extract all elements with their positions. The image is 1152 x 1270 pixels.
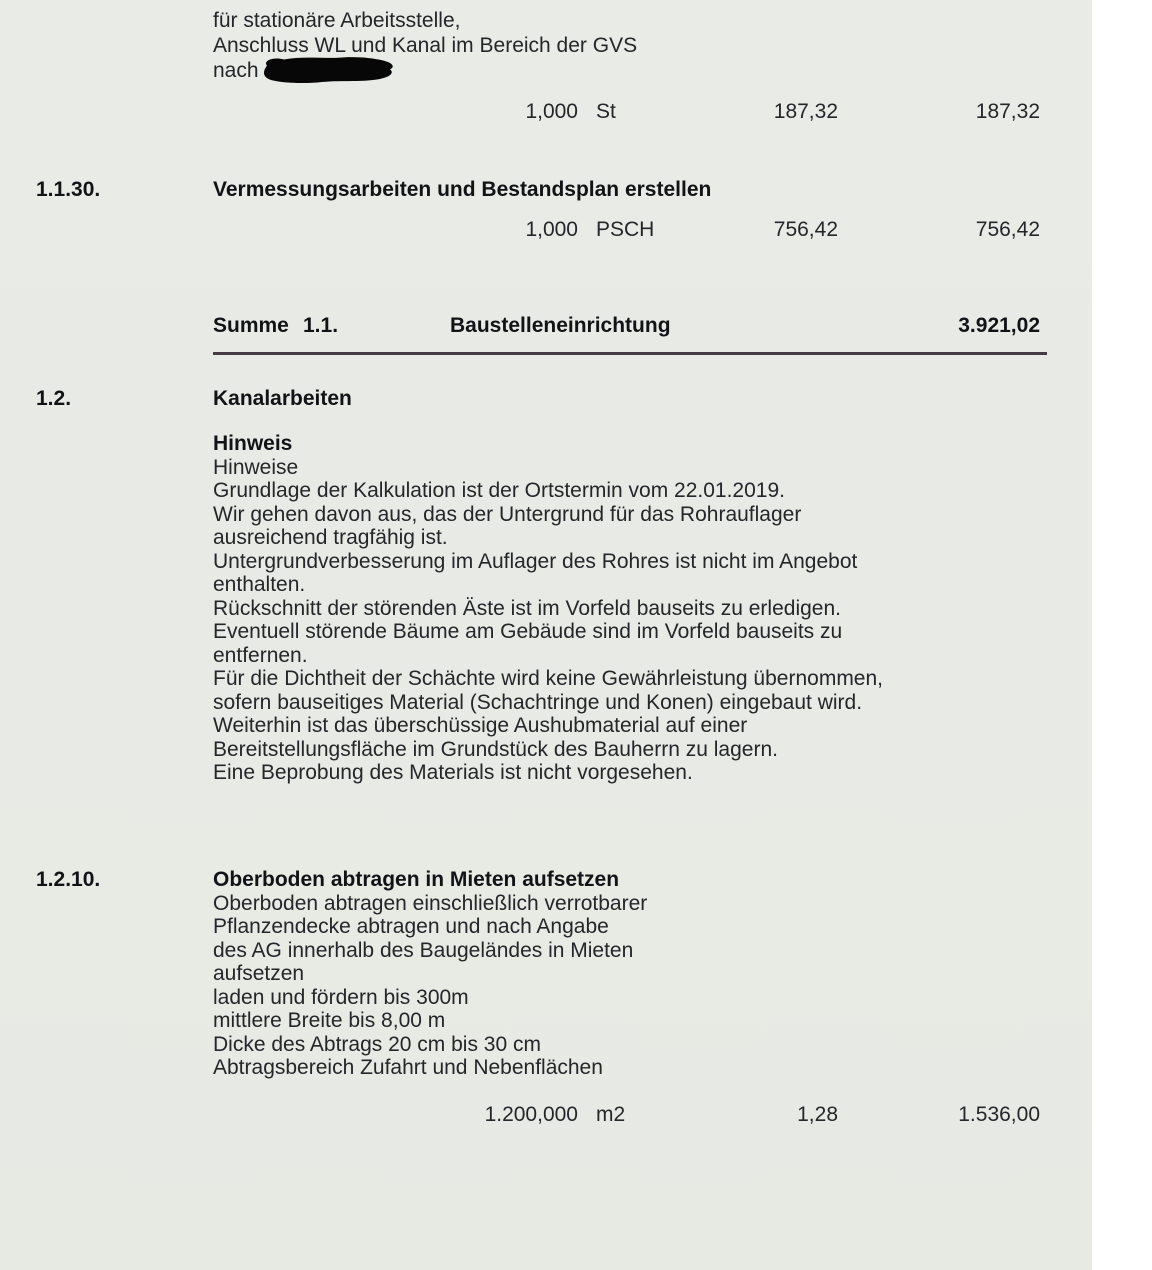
- total-value: 187,32: [975, 100, 1040, 123]
- item-1-2-10-block: [213, 868, 647, 1080]
- item-description-line: mittlere Breite bis 8,00 m: [213, 1009, 446, 1032]
- section-number: 1.2.: [36, 387, 72, 410]
- unit-value: St: [596, 100, 616, 123]
- hinweis-line: Bereitstellungsfläche im Grundstück des Bauherrn zu lagern.: [213, 737, 778, 761]
- hinweis-line: Eine Beprobung des Materials ist nicht vorgesehen.: [213, 761, 693, 784]
- redaction-mark: [260, 54, 395, 84]
- section-title: Kanalarbeiten: [213, 387, 352, 410]
- unit-price-value: 187,32: [773, 100, 838, 123]
- pricing-row: [0, 218, 1100, 244]
- sum-section-title: Baustelleneinrichtung: [450, 314, 671, 337]
- sum-row: [0, 314, 1100, 340]
- hinweis-heading: Hinweis: [213, 432, 293, 455]
- item-number: 1.2.10.: [36, 868, 101, 891]
- item-description-line: laden und fördern bis 300m: [213, 985, 469, 1009]
- total-value: 756,42: [975, 218, 1040, 241]
- hinweis-line: Grundlage der Kalkulation ist der Ortstermin vom 22.01.2019.: [213, 479, 785, 502]
- item-description-line: des AG innerhalb des Baugeländes in Mieten: [213, 938, 634, 962]
- hinweis-line: Hinweise: [213, 455, 299, 479]
- pricing-row: [0, 1103, 1100, 1129]
- scan-edge-strip: [1092, 0, 1152, 1270]
- item-title: Oberboden abtragen in Mieten aufsetzen: [213, 868, 620, 891]
- total-value: 1.536,00: [958, 1103, 1040, 1126]
- item-description-line: Oberboden abtragen einschließlich verrotbarer: [213, 891, 648, 915]
- intro-line: Anschluss WL und Kanal im Bereich der GVS: [213, 34, 638, 57]
- item-description-line: aufsetzen: [213, 962, 305, 985]
- unit-price-value: 756,42: [773, 218, 838, 241]
- item-description-line: Pflanzendecke abtragen und nach Angabe: [213, 915, 609, 938]
- sum-section-number: 1.1.: [303, 314, 339, 337]
- quantity-value: 1.200,000: [484, 1103, 578, 1126]
- hinweis-line: Untergrundverbesserung im Auflager des Rohres ist nicht im Angebot: [213, 549, 858, 573]
- quantity-value: 1,000: [525, 218, 578, 241]
- item-description-line: Abtragsbereich Zufahrt und Nebenflächen: [213, 1056, 603, 1079]
- hinweis-line: sofern bauseitiges Material (Schachtringe und Konen) eingebaut wird.: [213, 690, 863, 714]
- item-number: 1.1.30.: [36, 178, 101, 201]
- intro-line: für stationäre Arbeitsstelle,: [213, 9, 461, 32]
- sum-divider-line: [213, 352, 1047, 355]
- hinweis-line: Wir gehen davon aus, das der Untergrund für das Rohrauflager: [213, 502, 802, 526]
- unit-price-value: 1,28: [797, 1103, 838, 1126]
- quantity-value: 1,000: [525, 100, 578, 123]
- item-description-line: Dicke des Abtrags 20 cm bis 30 cm: [213, 1032, 541, 1056]
- pricing-row: [0, 100, 1100, 126]
- item-title: Vermessungsarbeiten und Bestandsplan erstellen: [213, 178, 712, 201]
- hinweis-line: Weiterhin ist das überschüssige Aushubmaterial auf einer: [213, 714, 748, 737]
- hinweis-line: Eventuell störende Bäume am Gebäude sind im Vorfeld bauseits zu: [213, 620, 843, 643]
- hinweis-line: entfernen.: [213, 643, 308, 667]
- unit-value: PSCH: [596, 218, 655, 241]
- unit-value: m2: [596, 1103, 626, 1126]
- hinweis-block: [213, 432, 883, 785]
- hinweis-line: Rückschnitt der störenden Äste ist im Vorfeld bauseits zu erledigen.: [213, 596, 841, 620]
- sum-label: Summe: [213, 314, 289, 337]
- hinweis-line: Für die Dichtheit der Schächte wird keine Gewährleistung übernommen,: [213, 667, 884, 690]
- intro-redacted-line: nach: [213, 59, 259, 82]
- sum-total-value: 3.921,02: [958, 314, 1040, 337]
- hinweis-line: enthalten.: [213, 573, 306, 596]
- hinweis-line: ausreichend tragfähig ist.: [213, 526, 448, 549]
